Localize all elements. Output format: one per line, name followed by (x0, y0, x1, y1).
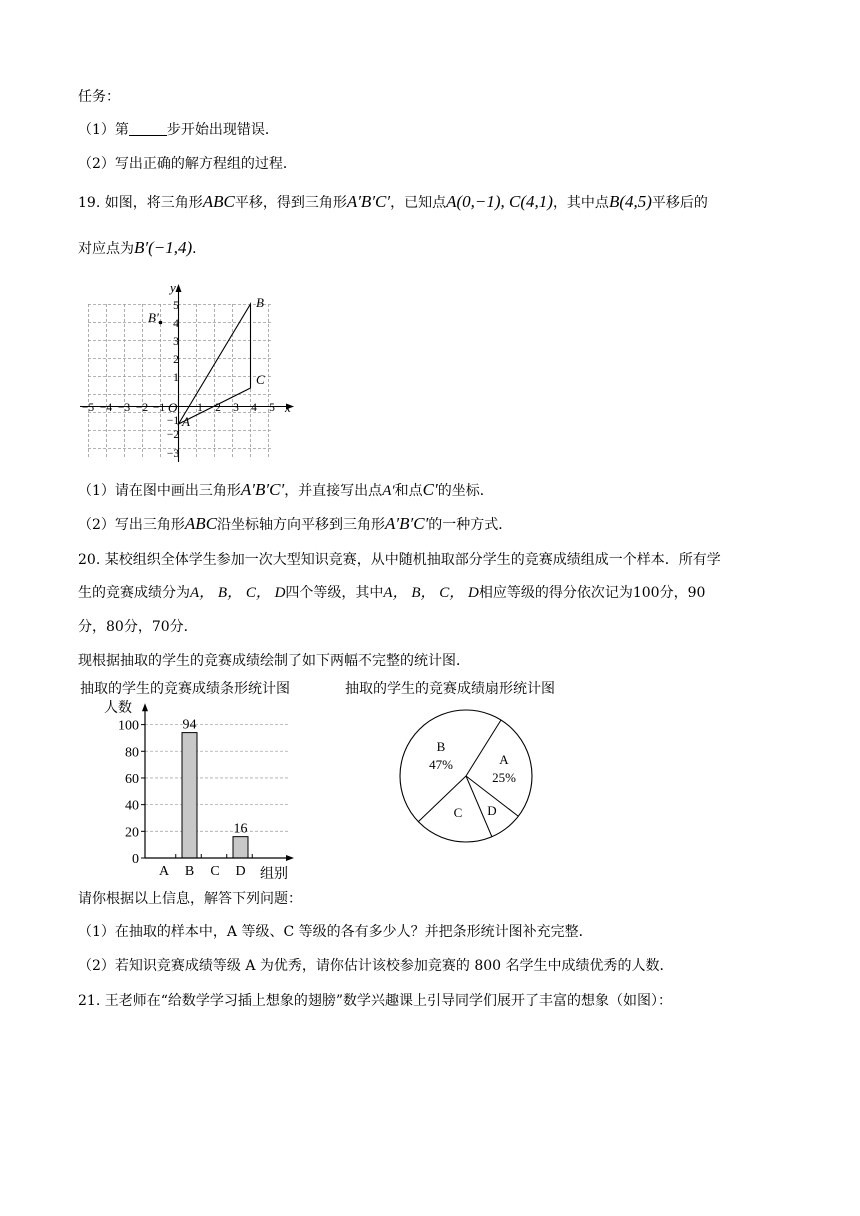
p19-points-known: A(0,−1), C(4,1) (446, 192, 553, 211)
x-tick-label: −4 (99, 402, 113, 414)
x-tick-label: −2 (135, 402, 149, 414)
bar-chart (96, 696, 326, 884)
p19-q2-mid: 沿坐标轴方向平移到三角形 (217, 517, 386, 533)
p19-stem-mid2: ，已知点 (390, 195, 447, 211)
p19-q1-a: A′ (382, 483, 395, 499)
p19-q1-abc-prime: A′B′C′ (240, 480, 285, 499)
point-b-label: B (256, 295, 264, 310)
bar-ytick-label: 40 (125, 798, 139, 814)
x-tick-label: −3 (117, 402, 131, 414)
pie-label-c: C (453, 805, 463, 820)
pie-pct-a: 25% (492, 770, 516, 785)
p19-q2-abc-prime: A′B′C′ (385, 514, 429, 533)
p19-abc-prime: A′B′C′ (346, 192, 391, 211)
p19-q2-prefix: （2）写出三角形 (78, 517, 185, 533)
p19-stem-mid3: ，其中点 (552, 195, 609, 211)
p19-q1-prefix: （1）请在图中画出三角形 (78, 483, 241, 499)
p19-q2-abc: ABC (184, 514, 218, 533)
bar (233, 837, 248, 858)
x-tick-label: 2 (215, 402, 221, 414)
y-tick-label: 5 (173, 300, 179, 312)
pie-chart (396, 706, 536, 846)
x-tick-label: 5 (269, 402, 275, 414)
bar-category-label: C (210, 864, 220, 879)
p19-q1-c: C′ (422, 480, 438, 499)
pie-pct-b: 47% (429, 757, 453, 772)
task-q2: （2）写出正确的解方程组的过程． (78, 156, 297, 172)
p19-q1-and: 和点 (394, 483, 423, 499)
x-tick-label: 4 (251, 402, 257, 414)
p19-q1-suffix: 的坐标． (437, 483, 494, 499)
p19-q1 (78, 480, 494, 501)
y-tick-label: −1 (166, 415, 180, 427)
p20-line2-b: 四个等级，其中 (285, 585, 384, 601)
y-axis-label: y (170, 280, 176, 295)
bar-ytick-label: 0 (132, 852, 139, 867)
bar-grid (145, 725, 288, 832)
p20-line2-a: 生的竞赛成绩分为 (78, 585, 190, 601)
p19-q2-suffix: 的一种方式． (428, 517, 513, 533)
bar (182, 733, 197, 858)
p20-line4: 现根据抽取的学生的竞赛成绩绘制了如下两幅不完整的统计图． (78, 653, 470, 669)
p19-point-bprime: B′(−1,4) (134, 238, 193, 257)
task-q1-suffix: 步开始出现错误． (166, 122, 279, 138)
p19-line2-prefix: 对应点为 (78, 241, 134, 257)
p20-line3: 分，80分，70分． (78, 619, 198, 635)
y-tick-labels (167, 300, 179, 460)
y-tick-label: 2 (173, 354, 179, 366)
bar-category-label: D (235, 864, 246, 879)
point-bprime (159, 321, 163, 325)
p20-line2 (78, 583, 705, 603)
x-tick-label: 1 (197, 402, 203, 414)
bar-ytick-label: 20 (125, 825, 139, 841)
origin-label: O (168, 400, 178, 415)
p20-q-intro: 请你根据以上信息，解答下列问题： (78, 891, 302, 907)
bar-y-axis-arrow (142, 703, 148, 711)
p19-stem-prefix: 19. 如图，将三角形 (78, 195, 203, 211)
bar-ytick-label: 100 (118, 718, 139, 734)
y-tick-label: 3 (173, 336, 179, 348)
p20-grades: A， B， C， D (190, 585, 286, 601)
x-tick-label: −5 (81, 402, 95, 414)
bar-chart-title: 抽取的学生的竞赛成绩条形统计图 (80, 681, 290, 697)
point-c-label: C (256, 372, 265, 387)
coordinate-figure (76, 278, 306, 468)
bar-ytick-label: 60 (125, 771, 139, 787)
grid-lines (88, 304, 272, 458)
bar-value-label: 16 (233, 821, 248, 837)
bar-axes (118, 703, 294, 879)
p19-abc: ABC (202, 192, 235, 211)
bar-x-axis-arrow (286, 855, 294, 861)
task-q1-prefix: （1）第 (78, 122, 129, 138)
p19-stem-mid1: 平移，得到三角形 (234, 195, 347, 211)
bar-marks (182, 718, 248, 858)
y-tick-label: −2 (166, 429, 180, 441)
p20-line1: 20. 某校组织全体学生参加一次大型知识竞赛，从中随机抽取部分学生的竞赛成绩组成一个样本．所有学 (78, 552, 721, 568)
p19-stem-line1 (78, 192, 708, 213)
y-tick-label: 4 (173, 318, 179, 330)
point-a-label: A (182, 414, 190, 429)
p19-q1-mid: ，并直接写出点 (284, 483, 383, 499)
task-heading: 任务： (78, 89, 120, 105)
pie-chart-title: 抽取的学生的竞赛成绩扇形统计图 (345, 681, 555, 697)
bar-category-label: B (184, 864, 195, 879)
bar-ytick-label: 80 (125, 745, 139, 761)
answer-blank (129, 121, 167, 136)
p19-point-b: B(4,5) (608, 192, 652, 211)
pie-label-a: A (499, 752, 509, 767)
y-tick-label: −3 (166, 448, 180, 460)
bar-xlabel: 组别 (260, 867, 288, 882)
x-tick-label: 3 (233, 402, 239, 414)
p19-stem-mid4: 平移后的 (651, 195, 708, 211)
pie-label-b: B (436, 739, 446, 754)
x-axis-label: x (285, 400, 291, 415)
p20-q1: （1）在抽取的样本中，A 等级、C 等级的各有多少人？并把条形统计图补充完整． (78, 924, 593, 940)
bar-value-label: 94 (182, 717, 197, 733)
task-q1 (78, 120, 279, 140)
p19-q2 (78, 514, 512, 535)
p19-stem-line2 (78, 238, 206, 259)
bar-ylabel: 人数 (104, 701, 132, 716)
p20-q2: （2）若知识竞赛成绩等级 A 为优秀，请你估计该校参加竞赛的 800 名学生中成绩优秀的人数． (78, 958, 674, 974)
bar-category-label: A (158, 864, 170, 879)
p21-line1: 21. 王老师在“给数学学习插上想象的翅膀”数学兴趣课上引导同学们展开了丰富的想象（如图）： (78, 993, 673, 1009)
p20-grades-2: A， B， C， D (383, 585, 479, 601)
p20-line2-c: 相应等级的得分依次记为100分，90 (478, 585, 706, 601)
point-bprime-label: B′ (148, 310, 159, 325)
pie-label-d: D (487, 803, 497, 818)
y-tick-label: 1 (173, 372, 179, 384)
p19-line2-suffix: ． (192, 241, 207, 257)
x-tick-label: −1 (152, 402, 166, 414)
